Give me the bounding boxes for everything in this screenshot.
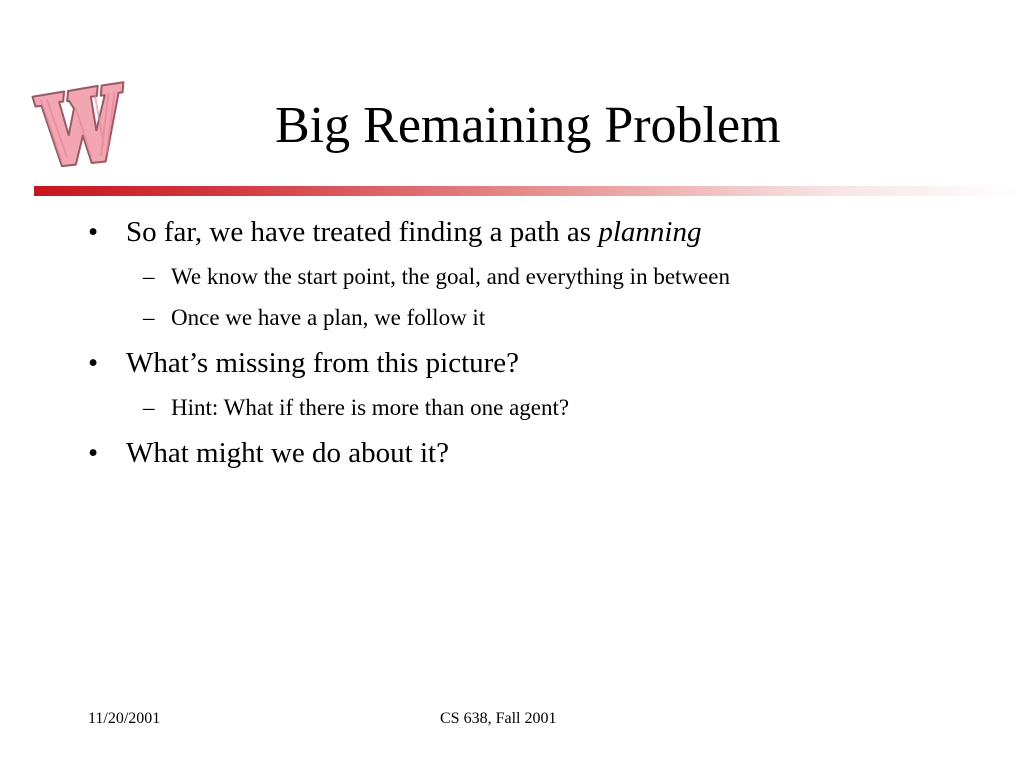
sub-bullet-text: Once we have a plan, we follow it <box>171 305 486 330</box>
bullet-emphasis: planning <box>598 216 702 248</box>
footer-course: CS 638, Fall 2001 <box>440 710 557 727</box>
bullet-text: What might we do about it? <box>126 437 449 469</box>
sub-bullet-icon: – <box>143 395 155 420</box>
bullet-icon: • <box>88 347 99 379</box>
bullet-icon: • <box>88 437 99 469</box>
slide-title: Big Remaining Problem <box>275 97 781 154</box>
bullet-text: What’s missing from this picture? <box>126 347 520 379</box>
bullet-icon: • <box>88 216 99 248</box>
sub-bullet-text: We know the start point, the goal, and everything in between <box>171 264 730 289</box>
sub-bullet-icon: – <box>143 264 155 289</box>
sub-bullet-icon: – <box>143 305 155 330</box>
bullet-text: So far, we have treated finding a path as planning <box>126 216 702 248</box>
sub-bullet-text: Hint: What if there is more than one agent? <box>171 395 570 420</box>
footer-date: 11/20/2001 <box>88 710 161 727</box>
